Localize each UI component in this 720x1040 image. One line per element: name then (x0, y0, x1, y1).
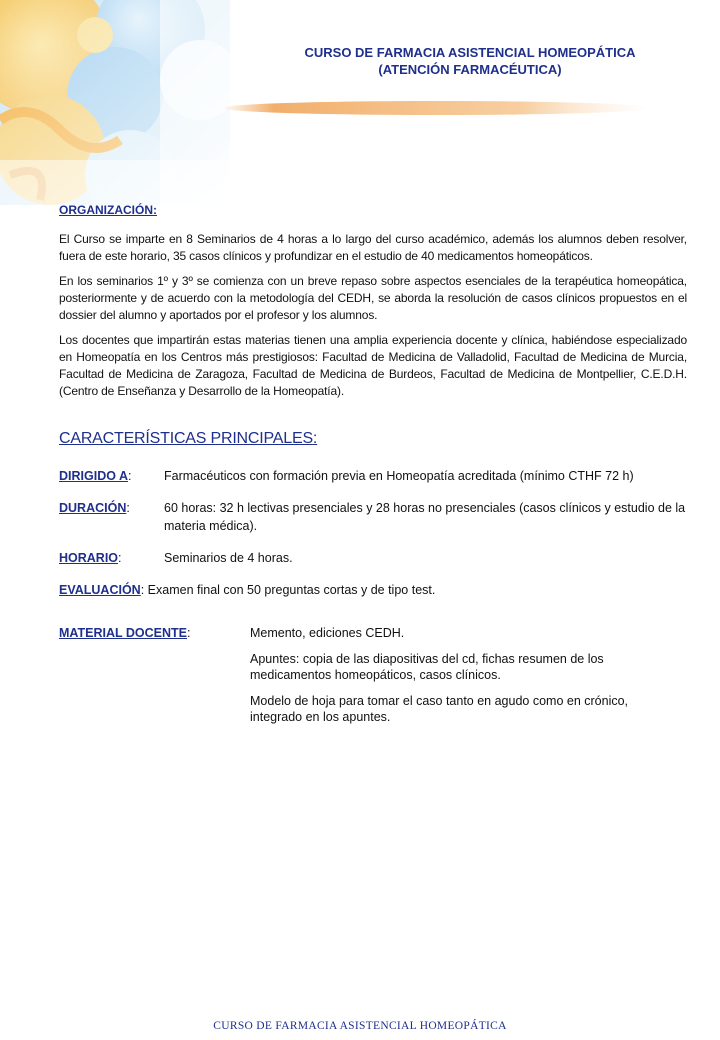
header-title-line1: CURSO DE FARMACIA ASISTENCIAL HOMEOPÁTICA (304, 45, 636, 60)
material-item-3: Modelo de hoja para tomar el caso tanto en agudo como en crónico, integrado en los apuntes. (250, 694, 629, 724)
material-item-1: Memento, ediciones CEDH. (250, 626, 405, 640)
organizacion-paragraph-2: En los seminarios 1º y 3º se comienza con un breve repaso sobre aspectos esenciales de la terapéutica homeopática, posteriormente y de acuerdo con la metodología del CEDH, se aborda la resolución de casos clínicos propuestos en el dossier del alumno y aportados por el profesor y los alumnos. (59, 274, 687, 322)
evaluacion-value: Examen final con 50 preguntas cortas y de tipo test. (147, 583, 436, 597)
header-decorative-bar (222, 96, 652, 120)
evaluacion-label: EVALUACIÓN (59, 583, 141, 597)
material-docente-row: MATERIAL DOCENTE: Memento, ediciones CEDH. Apuntes: copia de las diapositivas del cd, fichas resumen de los medicamentos homeopáticos, casos clínicos. Modelo de hoja para tomar el caso tanto en agudo como en crónico, integrado en los apuntes. (59, 625, 687, 735)
duracion-label: DURACIÓN (59, 501, 127, 515)
organizacion-paragraph-1: El Curso se imparte en 8 Seminarios de 4 horas a lo largo del curso académico, además los alumnos deben resolver, fuera de este horario, 35 casos clínicos y profundizar en el estudio de 40 medicamentos homeopáticos. (59, 232, 687, 263)
caracteristicas-heading-text: CARACTERÍSTICAS PRINCIPALES (59, 430, 313, 447)
duracion-value: 60 horas: 32 h lectivas presenciales y 28 horas no presenciales (casos clínicos y estudio de la materia médica). (164, 501, 686, 533)
caracteristicas-heading-colon: : (312, 430, 318, 447)
dirigido-value: Farmacéuticos con formación previa en Homeopatía acreditada (mínimo CTHF 72 h) (164, 469, 634, 483)
material-item-2: Apuntes: copia de las diapositivas del cd, fichas resumen de los medicamentos homeopáticos, casos clínicos. (250, 652, 604, 682)
organizacion-heading: ORGANIZACIÓN: (59, 203, 157, 217)
main-content (59, 202, 687, 735)
caracteristicas-heading (59, 430, 687, 447)
dirigido-label: DIRIGIDO A (59, 469, 128, 483)
material-docente-label: MATERIAL DOCENTE (59, 626, 188, 640)
horario-row: HORARIO: Seminarios de 4 horas. (59, 549, 687, 567)
corner-decoration-image (0, 0, 230, 205)
horario-value: Seminarios de 4 horas. (164, 551, 293, 565)
duracion-row: DURACIÓN: 60 horas: 32 h lectivas presenciales y 28 horas no presenciales (casos clínicos y estudio de la materia médica). (59, 501, 686, 533)
page-footer: CURSO DE FARMACIA ASISTENCIAL HOMEOPÁTICA (213, 1020, 507, 1032)
document-header (250, 44, 690, 78)
evaluacion-row: EVALUACIÓN: Examen final con 50 preguntas cortas y de tipo test. (59, 583, 436, 597)
dirigido-row: DIRIGIDO A: Farmacéuticos con formación previa en Homeopatía acreditada (mínimo CTHF 72 h) (59, 467, 687, 485)
horario-label: HORARIO (59, 551, 119, 565)
header-title-line2: (ATENCIÓN FARMACÉUTICA) (378, 62, 562, 77)
organizacion-paragraph-3: Los docentes que impartirán estas materias tienen una amplia experiencia docente y clínica, habiéndose especializado en Homeopatía en los Centros más prestigiosos: Facultad de Medicina de Valladolid, Facultad de Medicina de Murcia, Facultad de Medicina de Zaragoza, Facultad de Medicina de Burdeos, Facultad de Medicina de Montpellier, C.E.D.H. (Centro de Enseñanza y Desarrollo de la Homeopatía). (59, 333, 687, 398)
